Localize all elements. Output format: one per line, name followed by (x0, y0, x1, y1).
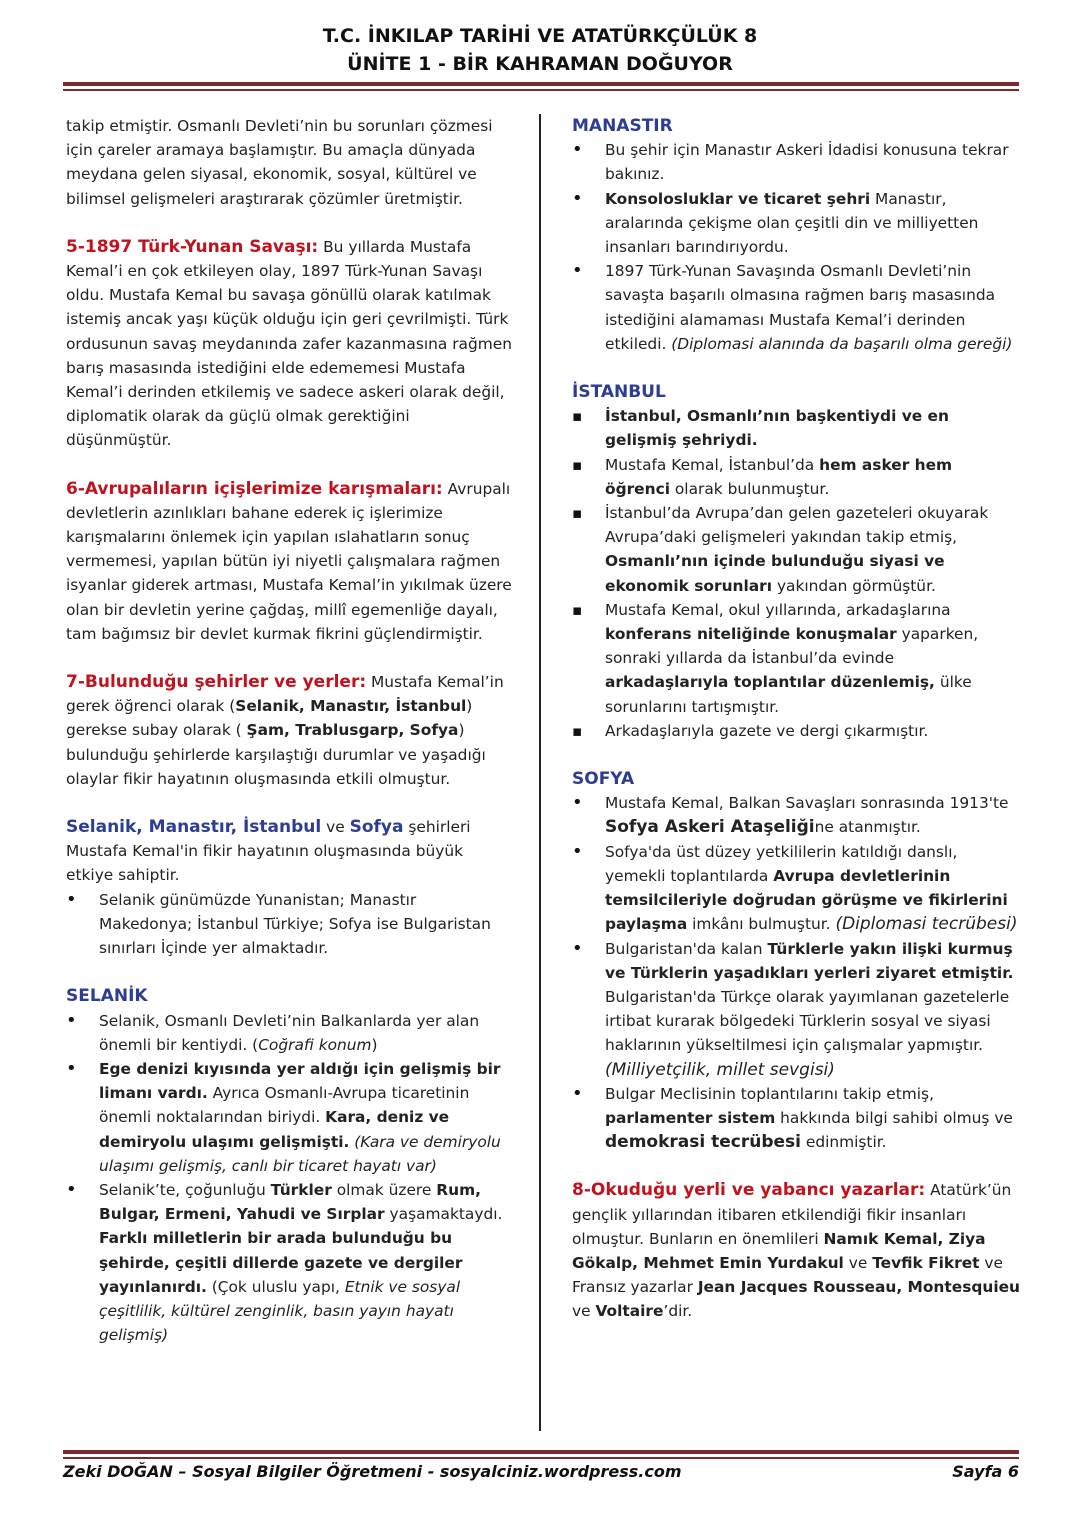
page-number: Sayfa 6 (952, 1462, 1019, 1481)
header-rule-thin (63, 89, 1019, 91)
list-item: • Selanik, Osmanlı Devleti’nin Balkanlarda yer alan önemli bir kentiydi. (Coğrafi konum) (66, 1009, 512, 1057)
list-item: • Bulgar Meclisinin toplantılarını takip etmiş, parlamenter sistem hakkında bilgi sahibi olmuş ve demokrasi tecrübesi edinmiştir. (572, 1082, 1020, 1155)
list-item: • Sofya'da üst düzey yetkililerin katıldığı danslı, yemekli toplantılarda Avrupa devletlerinin temsilcileriyle doğrudan görüşme ve fikirlerini paylaşma imkânı bulmuştur. (Diplomasi tecrübesi) (572, 840, 1020, 937)
cities-paragraph: Selanik, Manastır, İstanbul ve Sofya şehirleri Mustafa Kemal'in fikir hayatının oluşmasında büyük etkiye sahiptir. (66, 817, 471, 885)
list-item: • Selanik günümüzde Yunanistan; Manastır Makedonya; İstanbul Türkiye; Sofya ise Bulgaristan sınırları İçinde yer almaktadır. (66, 888, 512, 961)
footer-author: Zeki DOĞAN – Sosyal Bilgiler Öğretmeni - sosyalciniz.wordpress.com (63, 1462, 682, 1481)
section-6-title: 6-Avrupalıların içişlerimize karışmaları: (66, 478, 443, 499)
list-item: ▪ İstanbul, Osmanlı’nın başkentiydi ve en gelişmiş şehriydi. (572, 404, 1020, 452)
page-header (0, 22, 1080, 78)
selanik-list (66, 1009, 512, 1348)
right-column (572, 114, 1020, 1324)
footer-rule (63, 1450, 1019, 1454)
list-item: • Bu şehir için Manastır Askeri İdadisi konusuna tekrar bakınız. (572, 138, 1020, 186)
list-item: ▪ Mustafa Kemal, İstanbul’da hem asker hem öğrenci olarak bulunmuştur. (572, 453, 1020, 501)
footer-rule-thin (63, 1457, 1019, 1459)
section-5: 5-1897 Türk-Yunan Savaşı: Bu yıllarda Mustafa Kemal’i en çok etkileyen olay, 1897 Türk-Yunan Savaşı oldu. Mustafa Kemal bu savaşa gönüllü olarak katılmak istemiş ancak yaşı küçük olduğu için geri çevrilmişti. Türk ordusunun savaş meydanında zafer kazanmasına rağmen barış masasında istediğini elde edememesi Mustafa Kemal’i derinden etkilemiş ve sadece askeri olarak değil, diplomatik olarak da güçlü olmak gerektiğini düşünmüştür. (66, 236, 512, 450)
section-8: 8-Okuduğu yerli ve yabancı yazarlar: Atatürk’ün gençlik yıllarından itibaren etkilendiği fikir insanları olmuştur. Bunların en önemlileri Namık Kemal, Ziya Gökalp, Mehmet Emin Yurdakul ve Tevfik Fikret ve Fransız yazarlar Jean Jacques Rousseau, Montesquieu ve Voltaire’dir. (572, 1180, 1020, 1321)
header-title: T.C. İNKILAP TARİHİ VE ATATÜRKÇÜLÜK 8 (322, 25, 758, 47)
left-column (66, 114, 512, 1347)
header-subtitle: ÜNİTE 1 - BİR KAHRAMAN DOĞUYOR (347, 53, 733, 75)
section-8-title: 8-Okuduğu yerli ve yabancı yazarlar: (572, 1180, 926, 1201)
list-item: ▪ Arkadaşlarıyla gazete ve dergi çıkarmıştır. (572, 719, 1020, 743)
list-item: • Konsolosluklar ve ticaret şehri Manastır, aralarında çekişme olan çeşitli din ve milliyetten insanları barındırıyordu. (572, 187, 1020, 260)
column-divider (539, 114, 541, 1431)
sofya-list (572, 791, 1020, 1154)
list-item: • Selanik’te, çoğunluğu Türkler olmak üzere Rum, Bulgar, Ermeni, Yahudi ve Sırplar yaşamaktaydı. Farklı milletlerin bir arada bulunduğu bu şehirde, çeşitli dillerde gazete ve dergiler yayınlanırdı. (Çok uluslu yapı, Etnik ve sosyal çeşitlilik, kültürel zenginlik, basın yayın hayatı gelişmiş) (66, 1178, 512, 1347)
list-item: ▪ Mustafa Kemal, okul yıllarında, arkadaşlarına konferans niteliğinde konuşmalar yaparken, sonraki yıllarda da İstanbul’da evinde arkadaşlarıyla toplantılar düzenlemiş, ülke sorunlarını tartışmıştır. (572, 598, 1020, 719)
list-item: • Bulgaristan'da kalan Türklerle yakın ilişki kurmuş ve Türklerin yaşadıkları yerleri ziyaret etmiştir. Bulgaristan'da Türkçe olarak yayımlanan gazetelerle irtibat kurarak bölgedeki Türklerin sosyal ve siyasi haklarının yükseltilmesi için çalışmalar yapmıştır. (Milliyetçilik, millet sevgisi) (572, 937, 1020, 1082)
section-6: 6-Avrupalıların içişlerimize karışmaları: Avrupalı devletlerin azınlıkları bahane ederek iç işlerimize karışmalarını önlemek için yapılan ıslahatların sonuç vermemesi, yapılan bütün iyi niyetli çalışmalara rağmen isyanlar giderek artması, Mustafa Kemal’in yıkılmak üzere olan bir devletin yerine çağdaş, millî egemenliğe dayalı, tam bağımsız bir devlet kurmak fikrini güçlendirmiştir. (66, 478, 512, 643)
page-footer (63, 1460, 1019, 1484)
sofya-title: SOFYA (572, 769, 635, 790)
istanbul-title: İSTANBUL (572, 382, 666, 403)
list-item: • 1897 Türk-Yunan Savaşında Osmanlı Devleti’nin savaşta başarılı olmasına rağmen barış masasında istediğini alamaması Mustafa Kemal’i derinden etkiledi. (Diplomasi alanında da başarılı olma gereği) (572, 259, 1020, 356)
list-item: • Ege denizi kıyısında yer aldığı için gelişmiş bir limanı vardı. Ayrıca Osmanlı-Avrupa ticaretinin önemli noktalarından biriydi. Kara, deniz ve demiryolu ulaşımı gelişmişti. (Kara ve demiryolu ulaşımı gelişmiş, canlı bir ticaret hayatı var) (66, 1057, 512, 1178)
section-5-title: 5-1897 Türk-Yunan Savaşı: (66, 236, 319, 257)
selanik-title: SELANİK (66, 986, 148, 1007)
cities-list (66, 888, 512, 961)
list-item: ▪ İstanbul’da Avrupa’dan gelen gazeteleri okuyarak Avrupa’daki gelişmeleri yakından takip etmiş, Osmanlı’nın içinde bulunduğu siyasi ve ekonomik sorunları yakından görmüştür. (572, 501, 1020, 598)
intro-paragraph: takip etmiştir. Osmanlı Devleti’nin bu sorunları çözmesi için çareler aramaya başlamıştır. Bu amaçla dünyada meydana gelen siyasal, ekonomik, sosyal, kültürel ve bilimsel gelişmeleri araştırarak çözümler üretmiştir. (66, 117, 493, 208)
istanbul-list (572, 404, 1020, 743)
header-rule (63, 82, 1019, 86)
manastir-title: MANASTIR (572, 116, 673, 136)
section-7-title: 7-Bulunduğu şehirler ve yerler: (66, 672, 367, 693)
section-7: 7-Bulunduğu şehirler ve yerler: Mustafa Kemal’in gerek öğrenci olarak (Selanik, Manastır, İstanbul) gerekse subay olarak ( Şam, Trablusgarp, Sofya) bulunduğu şehirlerde karşılaştığı durumlar ve yaşadığı olaylar fikir hayatının oluşmasında etkili olmuştur. (66, 672, 504, 788)
manastir-list (572, 138, 1020, 356)
list-item: • Mustafa Kemal, Balkan Savaşları sonrasında 1913'te Sofya Askeri Ataşeliğine atanmıştır. (572, 791, 1020, 839)
